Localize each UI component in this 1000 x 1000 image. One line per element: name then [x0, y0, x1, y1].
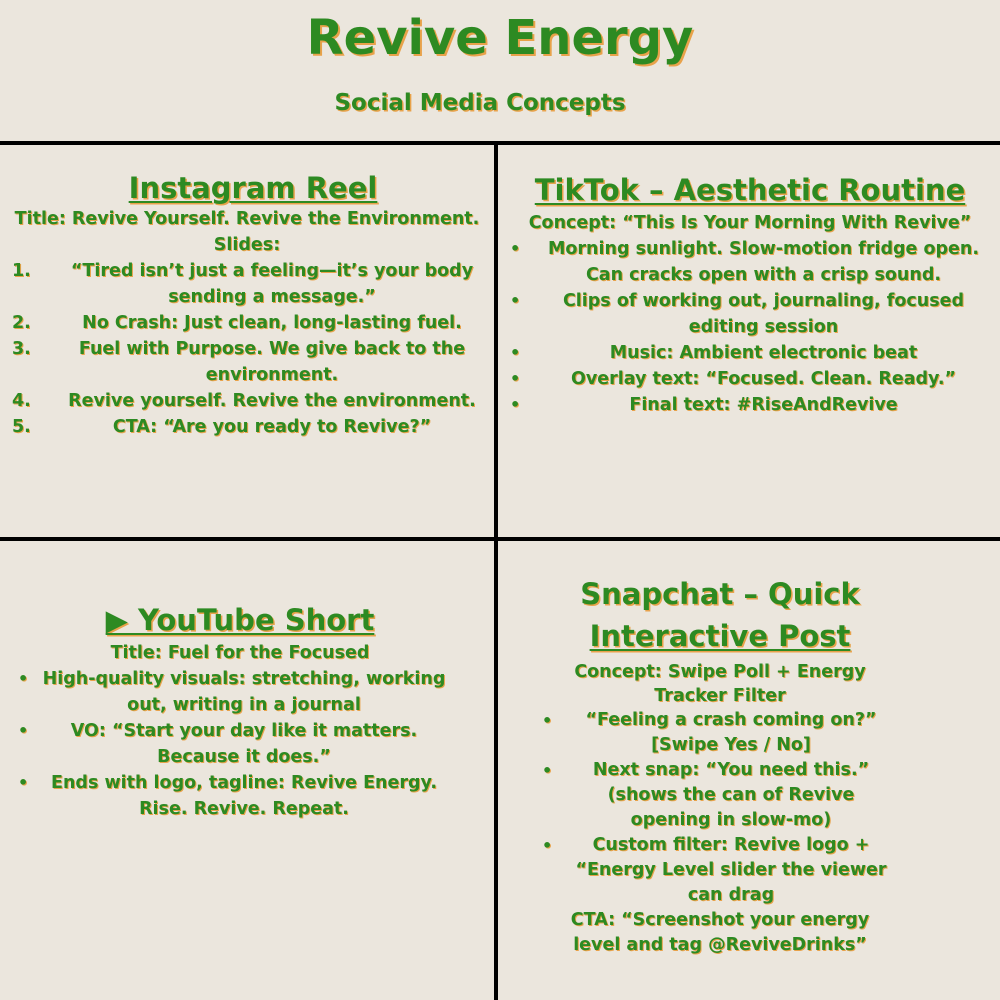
- page-subtitle: Social Media Concepts: [334, 90, 626, 116]
- list-item-text: No Crash: Just clean, long-lasting fuel.: [82, 313, 462, 333]
- list-item: [0, 388, 494, 414]
- snapchat-cta: CTA: “Screenshot your energy level and tag @ReviveDrinks”: [570, 910, 870, 955]
- list-item-text: Fuel with Purpose. We give back to the environment.: [78, 339, 466, 385]
- instagram-slide-list: [0, 258, 494, 440]
- instagram-panel: [0, 170, 494, 440]
- tiktok-panel: [500, 172, 1000, 418]
- list-item-text: Morning sunlight. Slow-motion fridge open. Can cracks open with a crisp sound.: [547, 239, 980, 285]
- list-item-text: Custom filter: Revive logo + “Energy Level slider the viewer can drag: [575, 835, 887, 905]
- bullet-icon: •: [18, 773, 29, 792]
- bullet-icon: •: [542, 836, 553, 855]
- snapchat-heading-line2: Interactive Post: [589, 619, 851, 653]
- list-item-text: Overlay text: “Focused. Clean. Ready.”: [570, 369, 957, 389]
- list-item-text: Ends with logo, tagline: Revive Energy. Rise. Revive. Repeat.: [51, 773, 437, 819]
- list-item-text: “Feeling a crash coming on?” [Swipe Yes / No]: [585, 710, 877, 755]
- youtube-panel: [10, 602, 470, 822]
- list-item: [500, 392, 1000, 418]
- snapchat-heading-line1: Snapchat – Quick: [580, 577, 860, 611]
- list-item: [520, 758, 920, 833]
- list-number: 1.: [12, 261, 31, 281]
- list-item-text: Final text: #RiseAndRevive: [629, 395, 898, 415]
- snapchat-panel: [520, 576, 920, 958]
- page-title: Revive Energy: [306, 10, 694, 66]
- list-item-text: High-quality visuals: stretching, working out, writing in a journal: [42, 669, 446, 715]
- bullet-icon: •: [18, 721, 29, 740]
- bullet-icon: •: [510, 395, 521, 414]
- list-number: 4.: [12, 391, 31, 411]
- tiktok-concept: Concept: “This Is Your Morning With Revive”: [528, 213, 972, 233]
- list-item: [520, 833, 920, 908]
- list-item: [10, 666, 470, 718]
- instagram-title-line: Title: Revive Yourself. Revive the Environment.: [14, 209, 480, 229]
- list-number: 5.: [12, 417, 31, 437]
- list-item: [0, 336, 494, 388]
- youtube-title-line: Title: Fuel for the Focused: [110, 643, 370, 663]
- bullet-icon: •: [542, 761, 553, 780]
- youtube-list: [10, 666, 470, 822]
- bullet-icon: •: [18, 669, 29, 688]
- instagram-heading: Instagram Reel: [128, 171, 378, 205]
- list-item: [500, 340, 1000, 366]
- list-item: [0, 310, 494, 336]
- list-item: [10, 718, 470, 770]
- list-item-text: Revive yourself. Revive the environment.: [68, 391, 476, 411]
- bullet-icon: •: [510, 291, 521, 310]
- header: [0, 0, 1000, 143]
- list-item: [10, 770, 470, 822]
- bullet-icon: •: [510, 239, 521, 258]
- snapchat-concept: Concept: Swipe Poll + Energy Tracker Filter: [574, 662, 866, 706]
- bullet-icon: •: [542, 711, 553, 730]
- bullet-icon: •: [510, 369, 521, 388]
- list-item: [520, 708, 920, 758]
- list-number: 2.: [12, 313, 31, 333]
- list-item-text: CTA: “Are you ready to Revive?”: [112, 417, 432, 437]
- youtube-heading: ▶ YouTube Short: [105, 603, 375, 637]
- tiktok-heading: TikTok – Aesthetic Routine: [534, 173, 966, 207]
- list-number: 3.: [12, 339, 31, 359]
- list-item: [0, 258, 494, 310]
- vertical-divider: [494, 143, 498, 1000]
- instagram-slides-label: Slides:: [213, 235, 281, 255]
- bullet-icon: •: [510, 343, 521, 362]
- list-item-text: Clips of working out, journaling, focused editing session: [562, 291, 965, 337]
- list-item: [500, 366, 1000, 392]
- middle-divider: [0, 537, 1000, 541]
- top-divider: [0, 141, 1000, 145]
- list-item: [0, 414, 494, 440]
- list-item-text: VO: “Start your day like it matters. Because it does.”: [70, 721, 418, 767]
- list-item-text: Music: Ambient electronic beat: [609, 343, 918, 363]
- list-item-text: “Tired isn’t just a feeling—it’s your body sending a message.”: [70, 261, 474, 307]
- tiktok-list: [500, 236, 1000, 418]
- list-item: [500, 236, 1000, 288]
- snapchat-list: [520, 708, 920, 908]
- list-item: [500, 288, 1000, 340]
- list-item-text: Next snap: “You need this.” (shows the can of Revive opening in slow-mo): [592, 760, 870, 830]
